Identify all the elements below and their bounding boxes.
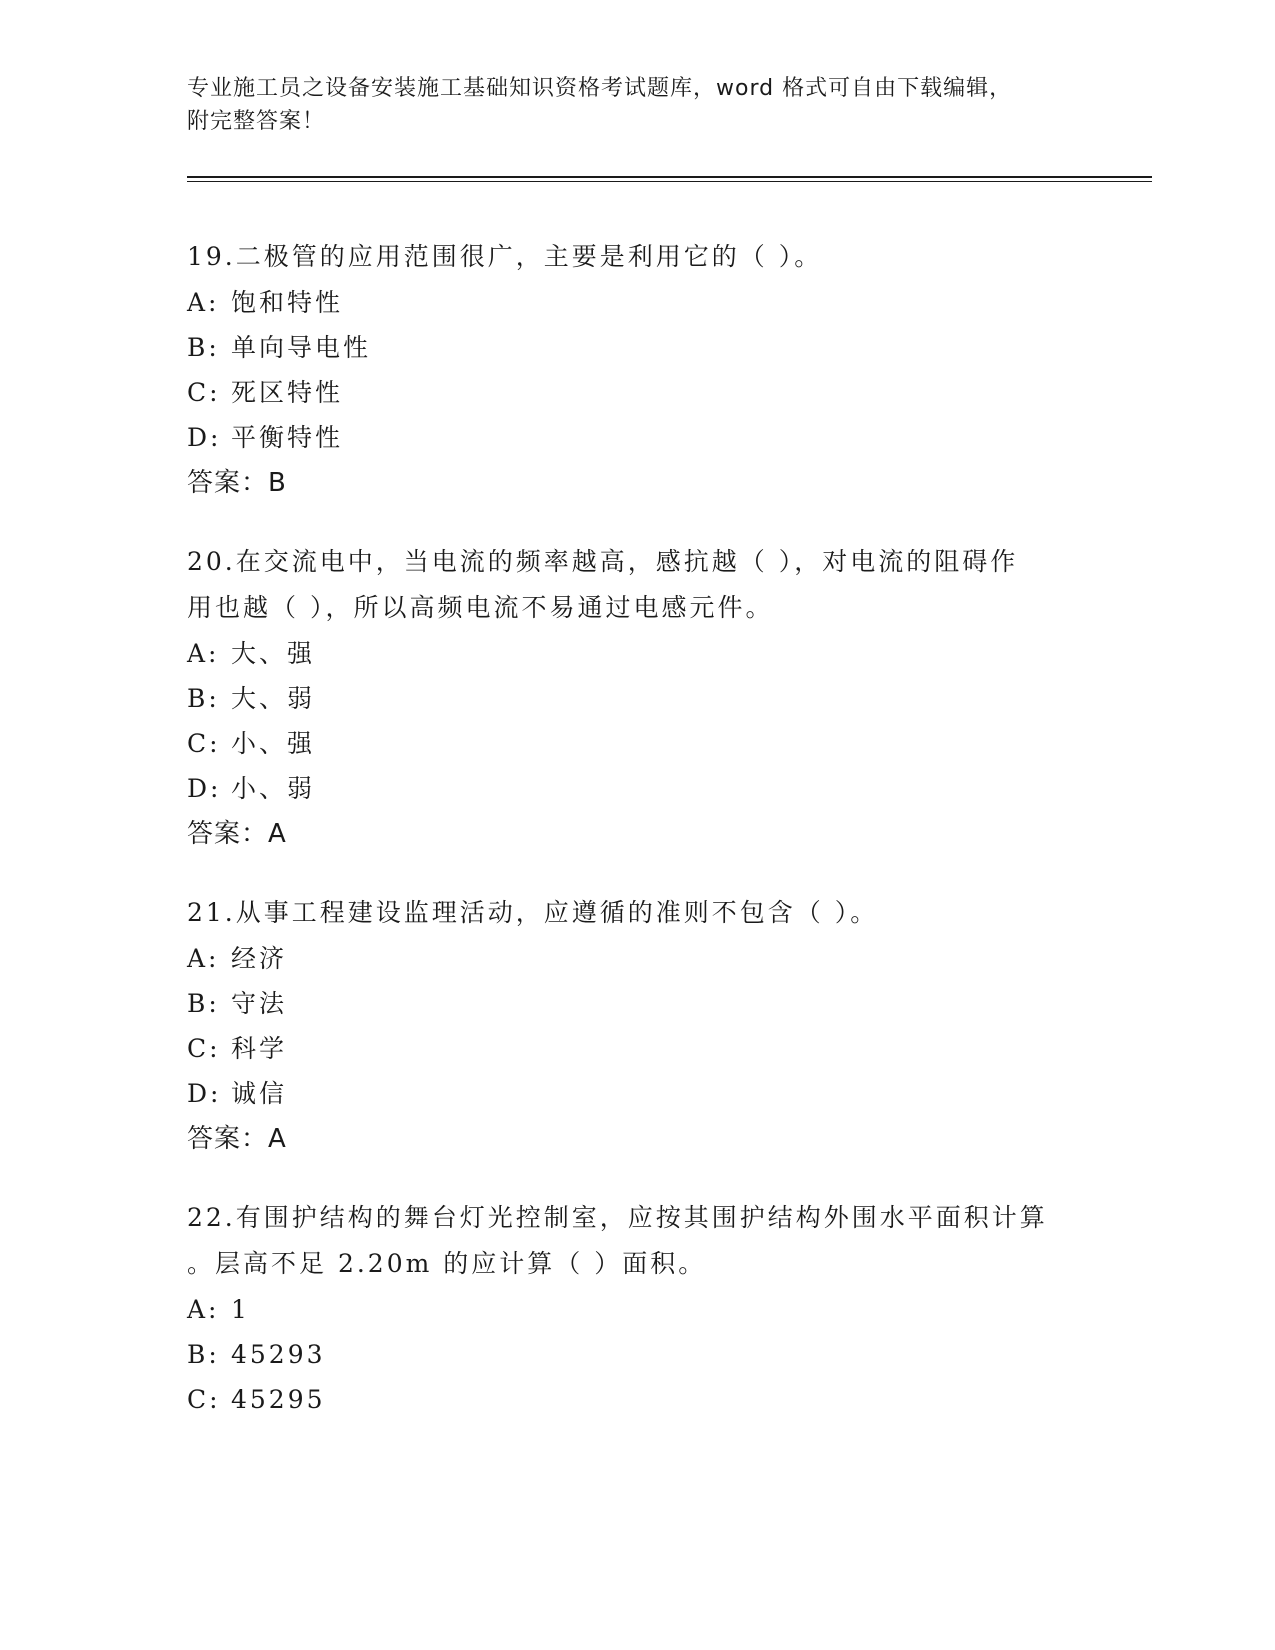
option-text: 小、弱	[231, 774, 316, 803]
question-stem: 21.从事工程建设监理活动，应遵循的准则不包含（ ）。	[187, 898, 879, 927]
option-text: 小、强	[231, 729, 316, 758]
answer-key: 答案：A	[187, 819, 287, 849]
option-letter: D:	[187, 774, 222, 803]
question-20	[187, 539, 1087, 857]
option-text: 诚信	[231, 1079, 288, 1108]
option-letter: A:	[187, 639, 220, 668]
option-a	[187, 936, 1087, 981]
option-letter: D:	[187, 423, 222, 452]
option-letter: D:	[187, 1079, 222, 1108]
option-text: 大、强	[231, 639, 316, 668]
option-text: 科学	[231, 1034, 288, 1063]
option-c	[187, 370, 1087, 415]
question-stem-line-2: 。层高不足 2.20m 的应计算（ ）面积。	[187, 1249, 707, 1278]
header-divider-thin	[187, 181, 1152, 182]
option-d	[187, 1071, 1087, 1116]
option-letter: A:	[187, 944, 220, 973]
option-text: 守法	[231, 989, 288, 1018]
option-c	[187, 721, 1087, 766]
question-stem-line-2: 用也越（ ），所以高频电流不易通过电感元件。	[187, 593, 774, 622]
option-text: 大、弱	[231, 684, 316, 713]
option-b	[187, 981, 1087, 1026]
question-stem-line-1: 22.有围护结构的舞台灯光控制室，应按其围护结构外围水平面积计算	[187, 1203, 1048, 1232]
option-letter: B:	[187, 989, 220, 1018]
option-text: 平衡特性	[231, 423, 344, 452]
option-text: 单向导电性	[231, 333, 372, 362]
document-header	[187, 72, 1067, 138]
option-letter: C:	[187, 1034, 221, 1063]
answer-key: 答案：A	[187, 1124, 287, 1154]
option-a	[187, 1287, 1087, 1332]
option-letter: C:	[187, 378, 221, 407]
option-text: 45293	[231, 1340, 326, 1369]
answer-key: 答案：B	[187, 468, 287, 498]
option-c	[187, 1377, 1087, 1422]
question-19	[187, 234, 1087, 506]
option-d	[187, 766, 1087, 811]
option-b	[187, 676, 1087, 721]
question-stem: 19.二极管的应用范围很广，主要是利用它的（ ）。	[187, 242, 823, 271]
option-letter: B:	[187, 1340, 220, 1369]
header-line-1: 专业施工员之设备安装施工基础知识资格考试题库，word 格式可自由下载编辑，	[187, 76, 1013, 101]
option-text: 死区特性	[231, 378, 344, 407]
option-letter: A:	[187, 288, 220, 317]
option-b	[187, 1332, 1087, 1377]
header-divider-thick	[187, 176, 1152, 178]
question-21	[187, 890, 1087, 1162]
question-22	[187, 1195, 1087, 1422]
question-list	[187, 234, 1087, 1455]
option-a	[187, 631, 1087, 676]
option-letter: B:	[187, 684, 220, 713]
option-text: 45295	[231, 1385, 326, 1414]
option-letter: A:	[187, 1295, 220, 1324]
header-line-2: 附完整答案！	[187, 109, 326, 134]
question-stem-line-1: 20.在交流电中，当电流的频率越高，感抗越（ ），对电流的阻碍作	[187, 547, 1019, 576]
option-b	[187, 325, 1087, 370]
option-text: 1	[231, 1295, 250, 1324]
option-letter: C:	[187, 1385, 221, 1414]
option-text: 经济	[231, 944, 288, 973]
option-c	[187, 1026, 1087, 1071]
option-a	[187, 280, 1087, 325]
option-letter: B:	[187, 333, 220, 362]
option-d	[187, 415, 1087, 460]
option-text: 饱和特性	[231, 288, 344, 317]
option-letter: C:	[187, 729, 221, 758]
